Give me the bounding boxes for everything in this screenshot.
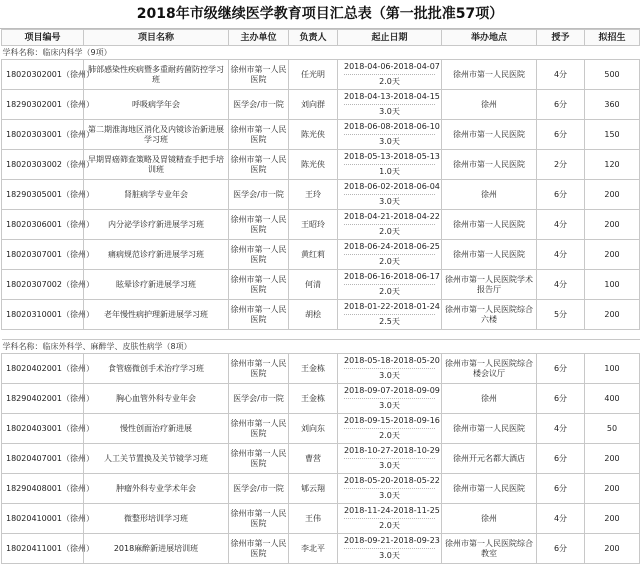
start-end-date: 2018-06-24-2018-06-25 bbox=[344, 242, 435, 255]
leader-name: 黄红莉 bbox=[289, 240, 338, 270]
project-name: 人工关节置换及关节镜学习班 bbox=[84, 444, 229, 474]
recruit-value: 150 bbox=[585, 120, 640, 150]
duration-days: 3.0天 bbox=[379, 461, 400, 470]
credits-value: 6分 bbox=[537, 354, 585, 384]
table-row bbox=[2, 384, 640, 414]
venue: 徐州 bbox=[442, 384, 537, 414]
credits-value: 4分 bbox=[537, 270, 585, 300]
project-name: 食管癌微创手术治疗学习班 bbox=[84, 354, 229, 384]
section-label: 学科名称：临床内科学（9项） bbox=[2, 46, 640, 60]
venue: 徐州市第一人民医院 bbox=[442, 60, 537, 90]
project-name: 呼吸病学年会 bbox=[84, 90, 229, 120]
date-range bbox=[338, 60, 442, 90]
venue: 徐州市第一人民医院综合楼会议厅 bbox=[442, 354, 537, 384]
table-row bbox=[2, 210, 640, 240]
duration-days: 2.0天 bbox=[379, 287, 400, 296]
leader-name: 王玲 bbox=[289, 180, 338, 210]
recruit-value: 400 bbox=[585, 384, 640, 414]
duration-days: 1.0天 bbox=[379, 167, 400, 176]
header-row bbox=[2, 30, 640, 46]
credits-value: 6分 bbox=[537, 474, 585, 504]
host-unit: 徐州市第一人民医院 bbox=[229, 210, 289, 240]
date-range bbox=[338, 150, 442, 180]
start-end-date: 2018-04-21-2018-04-22 bbox=[344, 212, 435, 225]
header-code: 项目编号 bbox=[2, 30, 84, 46]
duration-days: 2.0天 bbox=[379, 227, 400, 236]
section-row bbox=[2, 340, 640, 354]
credits-value: 2分 bbox=[537, 150, 585, 180]
start-end-date: 2018-04-06-2018-04-07 bbox=[344, 62, 435, 75]
table-row bbox=[2, 354, 640, 384]
start-end-date: 2018-06-08-2018-06-10 bbox=[344, 122, 435, 135]
duration-days: 3.0天 bbox=[379, 551, 400, 560]
start-end-date: 2018-09-07-2018-09-09 bbox=[344, 386, 435, 399]
project-code: 18290402001（徐州） bbox=[2, 384, 84, 414]
start-end-date: 2018-05-18-2018-05-20 bbox=[344, 356, 435, 369]
date-range bbox=[338, 90, 442, 120]
venue: 徐州市第一人民医院 bbox=[442, 414, 537, 444]
table-row bbox=[2, 444, 640, 474]
credits-value: 4分 bbox=[537, 414, 585, 444]
section-row bbox=[2, 46, 640, 60]
venue: 徐州市第一人民医院 bbox=[442, 150, 537, 180]
date-range bbox=[338, 414, 442, 444]
project-code: 18020307002（徐州） bbox=[2, 270, 84, 300]
recruit-value: 200 bbox=[585, 300, 640, 330]
leader-name: 曹营 bbox=[289, 444, 338, 474]
date-range bbox=[338, 504, 442, 534]
date-range bbox=[338, 270, 442, 300]
project-name: 肿瘤外科专业学术年会 bbox=[84, 474, 229, 504]
section-gap-cell bbox=[2, 330, 640, 340]
venue: 徐州开元名都大酒店 bbox=[442, 444, 537, 474]
leader-name: 王伟 bbox=[289, 504, 338, 534]
start-end-date: 2018-10-27-2018-10-29 bbox=[344, 446, 435, 459]
venue: 徐州市第一人民医院 bbox=[442, 120, 537, 150]
start-end-date: 2018-01-22-2018-01-24 bbox=[344, 302, 435, 315]
host-unit: 医学会/市一院 bbox=[229, 180, 289, 210]
recruit-value: 200 bbox=[585, 504, 640, 534]
duration-days: 3.0天 bbox=[379, 137, 400, 146]
venue: 徐州市第一人民医院 bbox=[442, 240, 537, 270]
credits-value: 4分 bbox=[537, 210, 585, 240]
project-name: 眩晕诊疗新进展学习班 bbox=[84, 270, 229, 300]
duration-days: 2.0天 bbox=[379, 77, 400, 86]
venue: 徐州市第一人民医院综合六楼 bbox=[442, 300, 537, 330]
date-range bbox=[338, 444, 442, 474]
credits-value: 4分 bbox=[537, 240, 585, 270]
project-code: 18290302001（徐州） bbox=[2, 90, 84, 120]
project-name: 肺部感染性疾病暨多重耐药菌防控学习班 bbox=[84, 60, 229, 90]
table-row bbox=[2, 180, 640, 210]
leader-name: 郇云翔 bbox=[289, 474, 338, 504]
header-name: 项目名称 bbox=[84, 30, 229, 46]
host-unit: 医学会/市一院 bbox=[229, 384, 289, 414]
host-unit: 徐州市第一人民医院 bbox=[229, 270, 289, 300]
date-range bbox=[338, 474, 442, 504]
leader-name: 何清 bbox=[289, 270, 338, 300]
start-end-date: 2018-05-20-2018-05-22 bbox=[344, 476, 435, 489]
table-body bbox=[2, 46, 640, 564]
duration-days: 3.0天 bbox=[379, 371, 400, 380]
leader-name: 王昭玲 bbox=[289, 210, 338, 240]
leader-name: 胡桧 bbox=[289, 300, 338, 330]
leader-name: 王金栋 bbox=[289, 354, 338, 384]
recruit-value: 200 bbox=[585, 180, 640, 210]
start-end-date: 2018-05-13-2018-05-13 bbox=[344, 152, 435, 165]
recruit-value: 200 bbox=[585, 240, 640, 270]
credits-value: 6分 bbox=[537, 534, 585, 564]
project-code: 18020402001（徐州） bbox=[2, 354, 84, 384]
header-recruit: 拟招生 bbox=[585, 30, 640, 46]
venue: 徐州 bbox=[442, 504, 537, 534]
date-range bbox=[338, 534, 442, 564]
project-code: 18020307001（徐州） bbox=[2, 240, 84, 270]
credits-value: 6分 bbox=[537, 444, 585, 474]
table-row bbox=[2, 240, 640, 270]
project-name: 老年慢性病护理新进展学习班 bbox=[84, 300, 229, 330]
start-end-date: 2018-09-15-2018-09-16 bbox=[344, 416, 435, 429]
host-unit: 徐州市第一人民医院 bbox=[229, 300, 289, 330]
project-code: 18290408001（徐州） bbox=[2, 474, 84, 504]
project-code: 18020303001（徐州） bbox=[2, 120, 84, 150]
project-code: 18020410001（徐州） bbox=[2, 504, 84, 534]
project-code: 18020310001（徐州） bbox=[2, 300, 84, 330]
project-code: 18020303002（徐州） bbox=[2, 150, 84, 180]
project-code: 18020411001（徐州） bbox=[2, 534, 84, 564]
project-name: 微整形培训学习班 bbox=[84, 504, 229, 534]
project-code: 18020306001（徐州） bbox=[2, 210, 84, 240]
venue: 徐州 bbox=[442, 90, 537, 120]
credits-value: 5分 bbox=[537, 300, 585, 330]
date-range bbox=[338, 180, 442, 210]
page-title: 2018年市级继续医学教育项目汇总表（第一批批准57项） bbox=[0, 0, 640, 29]
header-leader: 负责人 bbox=[289, 30, 338, 46]
recruit-value: 200 bbox=[585, 210, 640, 240]
recruit-value: 100 bbox=[585, 354, 640, 384]
host-unit: 徐州市第一人民医院 bbox=[229, 504, 289, 534]
recruit-value: 200 bbox=[585, 474, 640, 504]
project-name: 2018麻醉新进展培训班 bbox=[84, 534, 229, 564]
credits-value: 6分 bbox=[537, 180, 585, 210]
recruit-value: 100 bbox=[585, 270, 640, 300]
project-name: 慢性创面治疗新进展 bbox=[84, 414, 229, 444]
host-unit: 徐州市第一人民医院 bbox=[229, 150, 289, 180]
table-row bbox=[2, 474, 640, 504]
recruit-value: 200 bbox=[585, 444, 640, 474]
leader-name: 任光明 bbox=[289, 60, 338, 90]
start-end-date: 2018-04-13-2018-04-15 bbox=[344, 92, 435, 105]
project-name: 肾脏病学专业年会 bbox=[84, 180, 229, 210]
venue: 徐州市第一人民医院学术报告厅 bbox=[442, 270, 537, 300]
project-name: 早期胃癌筛查策略及胃镜精查手把手培训班 bbox=[84, 150, 229, 180]
credits-value: 4分 bbox=[537, 504, 585, 534]
date-range bbox=[338, 120, 442, 150]
recruit-value: 50 bbox=[585, 414, 640, 444]
leader-name: 刘向东 bbox=[289, 414, 338, 444]
host-unit: 徐州市第一人民医院 bbox=[229, 534, 289, 564]
credits-value: 6分 bbox=[537, 120, 585, 150]
project-code: 18020403001（徐州） bbox=[2, 414, 84, 444]
table-row bbox=[2, 504, 640, 534]
table-row bbox=[2, 90, 640, 120]
date-range bbox=[338, 354, 442, 384]
header-unit: 主办单位 bbox=[229, 30, 289, 46]
table-row bbox=[2, 270, 640, 300]
leader-name: 刘向群 bbox=[289, 90, 338, 120]
duration-days: 2.0天 bbox=[379, 431, 400, 440]
host-unit: 徐州市第一人民医院 bbox=[229, 414, 289, 444]
start-end-date: 2018-09-21-2018-09-23 bbox=[344, 536, 435, 549]
host-unit: 徐州市第一人民医院 bbox=[229, 120, 289, 150]
start-end-date: 2018-06-02-2018-06-04 bbox=[344, 182, 435, 195]
host-unit: 徐州市第一人民医院 bbox=[229, 240, 289, 270]
venue: 徐州市第一人民医院 bbox=[442, 210, 537, 240]
project-name: 第二期淮海地区消化及内镜诊治新进展学习班 bbox=[84, 120, 229, 150]
host-unit: 医学会/市一院 bbox=[229, 90, 289, 120]
section-label: 学科名称：临床外科学、麻醉学、皮肤性病学（8项） bbox=[2, 340, 640, 354]
project-table bbox=[1, 29, 640, 564]
duration-days: 2.5天 bbox=[379, 317, 400, 326]
leader-name: 陈光侠 bbox=[289, 150, 338, 180]
duration-days: 2.0天 bbox=[379, 257, 400, 266]
project-name: 痛病规范诊疗新进展学习班 bbox=[84, 240, 229, 270]
venue: 徐州市第一人民医院综合教室 bbox=[442, 534, 537, 564]
host-unit: 徐州市第一人民医院 bbox=[229, 444, 289, 474]
credits-value: 6分 bbox=[537, 90, 585, 120]
recruit-value: 120 bbox=[585, 150, 640, 180]
start-end-date: 2018-06-16-2018-06-17 bbox=[344, 272, 435, 285]
date-range bbox=[338, 384, 442, 414]
duration-days: 3.0天 bbox=[379, 197, 400, 206]
header-credits: 授予 bbox=[537, 30, 585, 46]
project-name: 内分泌学诊疗新进展学习班 bbox=[84, 210, 229, 240]
date-range bbox=[338, 210, 442, 240]
duration-days: 3.0天 bbox=[379, 107, 400, 116]
date-range bbox=[338, 300, 442, 330]
venue: 徐州市第一人民医院 bbox=[442, 474, 537, 504]
credits-value: 6分 bbox=[537, 384, 585, 414]
recruit-value: 200 bbox=[585, 534, 640, 564]
host-unit: 徐州市第一人民医院 bbox=[229, 60, 289, 90]
venue: 徐州 bbox=[442, 180, 537, 210]
recruit-value: 360 bbox=[585, 90, 640, 120]
date-range bbox=[338, 240, 442, 270]
table-row bbox=[2, 300, 640, 330]
header-place: 举办地点 bbox=[442, 30, 537, 46]
host-unit: 徐州市第一人民医院 bbox=[229, 354, 289, 384]
project-name: 胸心血管外科专业年会 bbox=[84, 384, 229, 414]
project-code: 18290305001（徐州） bbox=[2, 180, 84, 210]
project-code: 18020302001（徐州） bbox=[2, 60, 84, 90]
leader-name: 王金栋 bbox=[289, 384, 338, 414]
host-unit: 医学会/市一院 bbox=[229, 474, 289, 504]
credits-value: 4分 bbox=[537, 60, 585, 90]
start-end-date: 2018-11-24-2018-11-25 bbox=[344, 506, 435, 519]
duration-days: 2.0天 bbox=[379, 521, 400, 530]
table-row bbox=[2, 150, 640, 180]
header-dates: 起止日期 bbox=[338, 30, 442, 46]
section-gap bbox=[2, 330, 640, 340]
leader-name: 陈光侠 bbox=[289, 120, 338, 150]
duration-days: 3.0天 bbox=[379, 491, 400, 500]
table-row bbox=[2, 534, 640, 564]
table-row bbox=[2, 120, 640, 150]
duration-days: 3.0天 bbox=[379, 401, 400, 410]
table-row bbox=[2, 414, 640, 444]
recruit-value: 500 bbox=[585, 60, 640, 90]
leader-name: 李北平 bbox=[289, 534, 338, 564]
table-row bbox=[2, 60, 640, 90]
project-code: 18020407001（徐州） bbox=[2, 444, 84, 474]
